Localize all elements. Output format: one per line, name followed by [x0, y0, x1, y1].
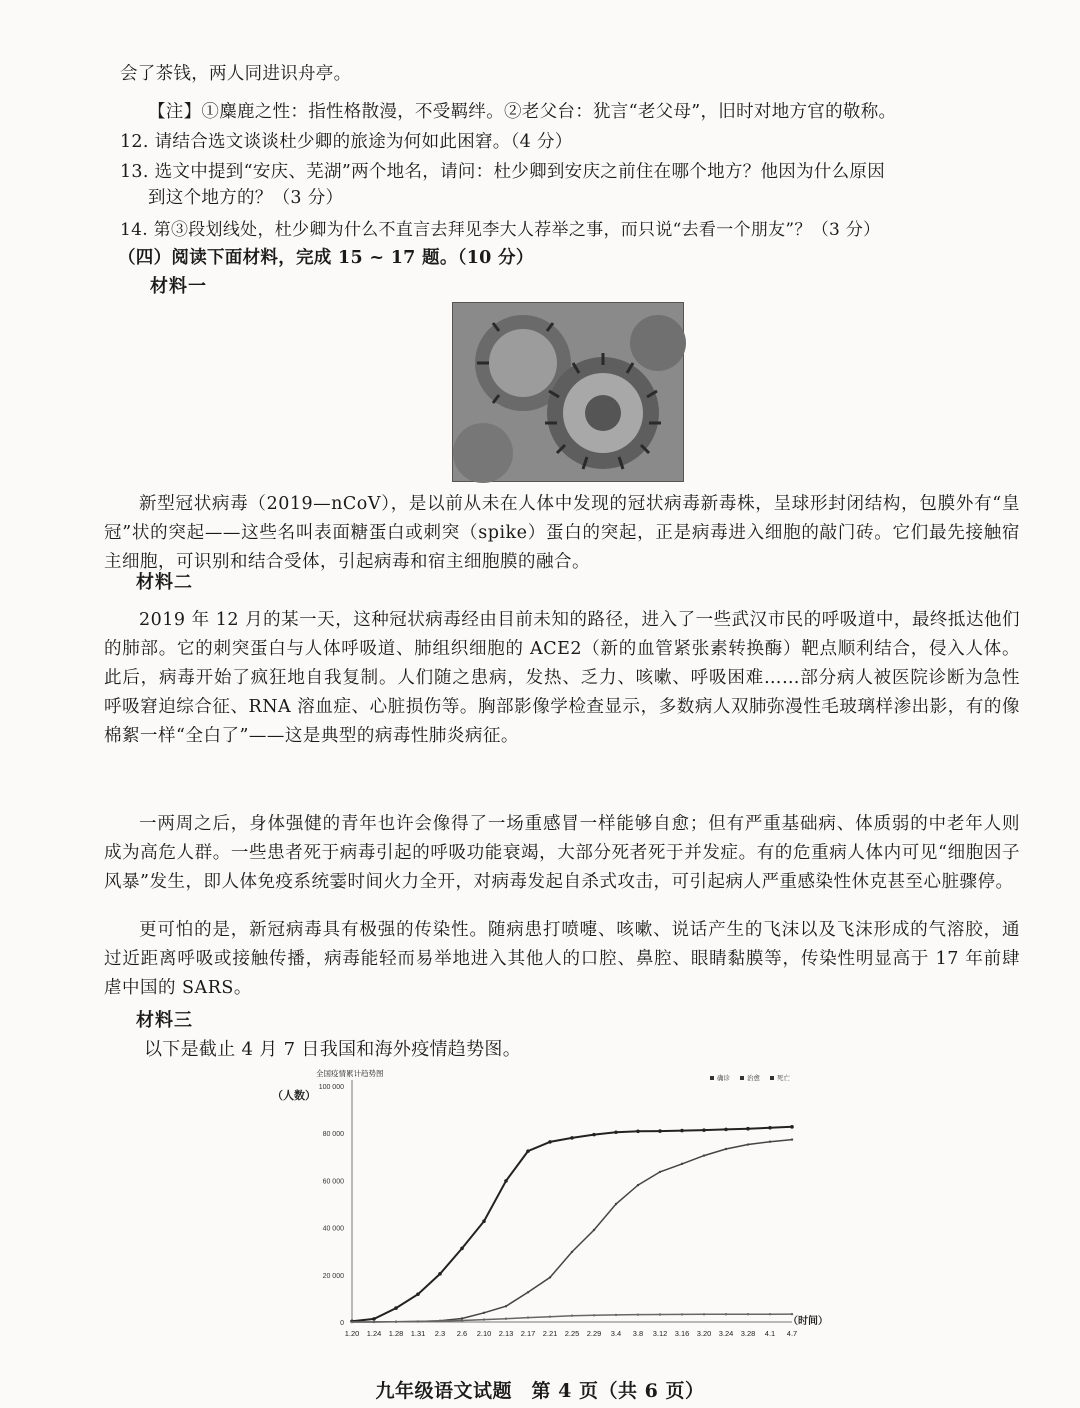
x-axis-label: （时间）	[788, 1316, 828, 1327]
legend-marker	[740, 1076, 744, 1080]
page-footer: 九年级语文试题 第 4 页（共 6 页）	[375, 1380, 705, 1402]
x-tick-label: 3.20	[696, 1329, 712, 1338]
x-tick-label: 3.8	[632, 1329, 644, 1338]
x-tick-label: 4.7	[786, 1329, 798, 1338]
data-point-confirmed	[394, 1306, 398, 1310]
x-tick-label: 1.20	[344, 1329, 360, 1338]
material-3-label: 材料三	[136, 1010, 193, 1031]
data-point-dead	[461, 1319, 463, 1321]
x-tick-label: 3.28	[740, 1329, 756, 1338]
question-13: 13. 选文中提到“安庆、芜湖”两个地名，请问：杜少卿到安庆之前住在哪个地方？他因为什么原因	[120, 162, 886, 182]
data-point-cured	[505, 1305, 507, 1307]
data-point-confirmed	[702, 1128, 706, 1132]
x-tick-label: 2.10	[476, 1329, 492, 1338]
x-tick-label: 1.31	[410, 1329, 426, 1338]
trend-chart-svg	[262, 1064, 828, 1344]
data-point-confirmed	[592, 1133, 596, 1137]
data-point-dead	[769, 1313, 771, 1315]
data-point-cured	[725, 1148, 727, 1150]
legend-marker	[770, 1076, 774, 1080]
legend-entry: 确诊	[717, 1075, 730, 1082]
legend-marker	[710, 1076, 714, 1080]
x-tick-label: 2.3	[434, 1329, 446, 1338]
x-tick-label: 4.1	[764, 1329, 776, 1338]
x-tick-label: 1.24	[366, 1329, 382, 1338]
trend-chart	[262, 1064, 828, 1344]
x-tick-label: 2.17	[520, 1329, 536, 1338]
data-point-confirmed	[680, 1129, 684, 1133]
data-point-cured	[637, 1184, 639, 1186]
question-13-cont: 到这个地方的？（3 分）	[148, 188, 344, 208]
legend-entry: 治愈	[747, 1075, 760, 1082]
virus-photo	[452, 302, 684, 482]
material-3-intro: 以下是截止 4 月 7 日我国和海外疫情趋势图。	[144, 1039, 521, 1060]
chart-title: 全国疫情累计趋势图	[316, 1069, 384, 1078]
x-tick-label: 3.12	[652, 1329, 668, 1338]
x-tick-label: 3.4	[610, 1329, 622, 1338]
y-tick-label: 80 000	[322, 1131, 344, 1139]
x-tick-label: 3.24	[718, 1329, 734, 1338]
data-point-cured	[747, 1143, 749, 1145]
virus-illustration	[453, 303, 683, 481]
y-axis-label: （人数）	[272, 1090, 316, 1102]
x-tick-label: 2.6	[456, 1329, 468, 1338]
data-point-cured	[791, 1138, 793, 1140]
x-tick-label: 2.25	[564, 1329, 580, 1338]
legend-entry: 死亡	[777, 1075, 790, 1082]
data-point-dead	[505, 1318, 507, 1320]
data-point-confirmed	[790, 1125, 794, 1129]
material-2-paragraph: 更可怕的是，新冠病毒具有极强的传染性。随病患打喷嚏、咳嗽、说话产生的飞沫以及飞沫形成的气溶胶，通过近距离呼吸或接触传播，病毒能轻而易举地进入其他人的口腔、鼻腔、眼睛黏膜等，传染性明显高于 17 年前肆虐中国的 SARS。	[104, 920, 1020, 998]
material-1-label: 材料一	[150, 276, 207, 297]
x-tick-label: 2.21	[542, 1329, 558, 1338]
y-tick-label: 0	[340, 1320, 344, 1327]
question-12: 12. 请结合选文谈谈杜少卿的旅途为何如此困窘。（4 分）	[120, 132, 573, 152]
data-point-cured	[659, 1171, 661, 1173]
annotation-note: 【注】①麋鹿之性：指性格散漫，不受羁绊。②老父台：犹言“老父母”，旧时对地方官的敬称。	[148, 102, 897, 122]
data-point-dead	[351, 1321, 353, 1323]
data-point-cured	[681, 1163, 683, 1165]
data-point-confirmed	[636, 1130, 640, 1134]
data-point-confirmed	[724, 1128, 728, 1132]
data-point-cured	[593, 1229, 595, 1231]
data-point-dead	[417, 1320, 419, 1322]
data-point-confirmed	[768, 1126, 772, 1130]
material-2-paragraph: 一两周之后，身体强健的青年也许会像得了一场重感冒一样能够自愈；但有严重基础病、体质弱的中老年人则成为高危人群。一些患者死于病毒引起的呼吸功能衰竭，大部分死者死于并发症。有的危重病人体内可见“细胞因子风暴”发生，即人体免疫系统霎时间火力全开，对病毒发起自杀式攻击，可引起病人严重感染性休克甚至心脏骤停。	[104, 814, 1020, 892]
data-point-confirmed	[482, 1219, 486, 1223]
data-point-cured	[483, 1312, 485, 1314]
data-point-dead	[747, 1313, 749, 1315]
data-point-cured	[549, 1276, 551, 1278]
data-point-dead	[395, 1320, 397, 1322]
data-point-dead	[725, 1313, 727, 1315]
data-point-confirmed	[504, 1179, 508, 1183]
data-point-dead	[571, 1315, 573, 1317]
data-point-dead	[373, 1321, 375, 1323]
question-14: 14. 第③段划线处，杜少卿为什么不直言去拜见李大人荐举之事，而只说“去看一个朋友”？（3 分）	[120, 220, 881, 240]
data-point-dead	[483, 1318, 485, 1320]
data-point-confirmed	[746, 1127, 750, 1131]
y-tick-label: 100 000	[318, 1084, 344, 1091]
x-tick-label: 2.13	[498, 1329, 514, 1338]
data-point-dead	[549, 1316, 551, 1318]
data-point-dead	[615, 1314, 617, 1316]
data-point-confirmed	[460, 1247, 464, 1251]
data-point-dead	[791, 1313, 793, 1315]
x-tick-label: 2.29	[586, 1329, 602, 1338]
material-2-label: 材料二	[136, 572, 193, 593]
data-point-dead	[593, 1314, 595, 1316]
data-point-confirmed	[416, 1292, 420, 1296]
section-heading: （四）阅读下面材料，完成 15 ~ 17 题。（10 分）	[118, 248, 534, 268]
material-2-paragraph: 2019 年 12 月的某一天，这种冠状病毒经由目前未知的路径，进入了一些武汉市民的呼吸道中，最终抵达他们的肺部。它的刺突蛋白与人体呼吸道、肺组织细胞的 ACE2（新的血管紧张素转换酶）靶点顺利结合，侵入人体。此后，病毒开始了疯狂地自我复制。人们随之患病，发热、乏力、咳嗽、呼吸困难……部分病人被医院诊断为急性呼吸窘迫综合征、RNA 溶血症、心脏损伤等。胸部影像学检查显示，多数病人双肺弥漫性毛玻璃样渗出影，有的像棉絮一样“全白了”——这是典型的病毒性肺炎病征。	[104, 610, 1020, 746]
data-point-confirmed	[438, 1272, 442, 1276]
data-point-cured	[703, 1154, 705, 1156]
data-point-cured	[571, 1251, 573, 1253]
data-point-confirmed	[372, 1317, 376, 1321]
data-point-confirmed	[548, 1140, 552, 1144]
data-point-dead	[681, 1313, 683, 1315]
x-tick-label: 1.28	[388, 1329, 404, 1338]
data-point-dead	[637, 1313, 639, 1315]
data-point-cured	[769, 1140, 771, 1142]
text-line: 会了茶钱，两人同进识舟亭。	[120, 64, 352, 84]
data-point-dead	[527, 1316, 529, 1318]
material-1-text: 新型冠状病毒（2019—nCoV），是以前从未在人体中发现的冠状病毒新毒株，呈球形封闭结构，包膜外有“皇冠”状的突起——这些名叫表面糖蛋白或刺突（spike）蛋白的突起，正是病毒进入细胞的敲门砖。它们最先接触宿主细胞，可识别和结合受体，引起病毒和宿主细胞膜的融合。	[104, 494, 1020, 572]
data-point-confirmed	[658, 1129, 662, 1133]
x-tick-label: 3.16	[674, 1329, 690, 1338]
y-tick-label: 40 000	[322, 1225, 344, 1233]
data-point-dead	[703, 1313, 705, 1315]
series-line-confirmed	[352, 1127, 792, 1322]
data-point-confirmed	[526, 1149, 530, 1153]
data-point-dead	[659, 1313, 661, 1315]
y-tick-label: 20 000	[322, 1272, 344, 1280]
y-tick-label: 60 000	[322, 1178, 344, 1186]
data-point-dead	[439, 1320, 441, 1322]
data-point-confirmed	[570, 1136, 574, 1140]
data-point-cured	[615, 1203, 617, 1205]
data-point-confirmed	[614, 1130, 618, 1134]
data-point-cured	[527, 1291, 529, 1293]
